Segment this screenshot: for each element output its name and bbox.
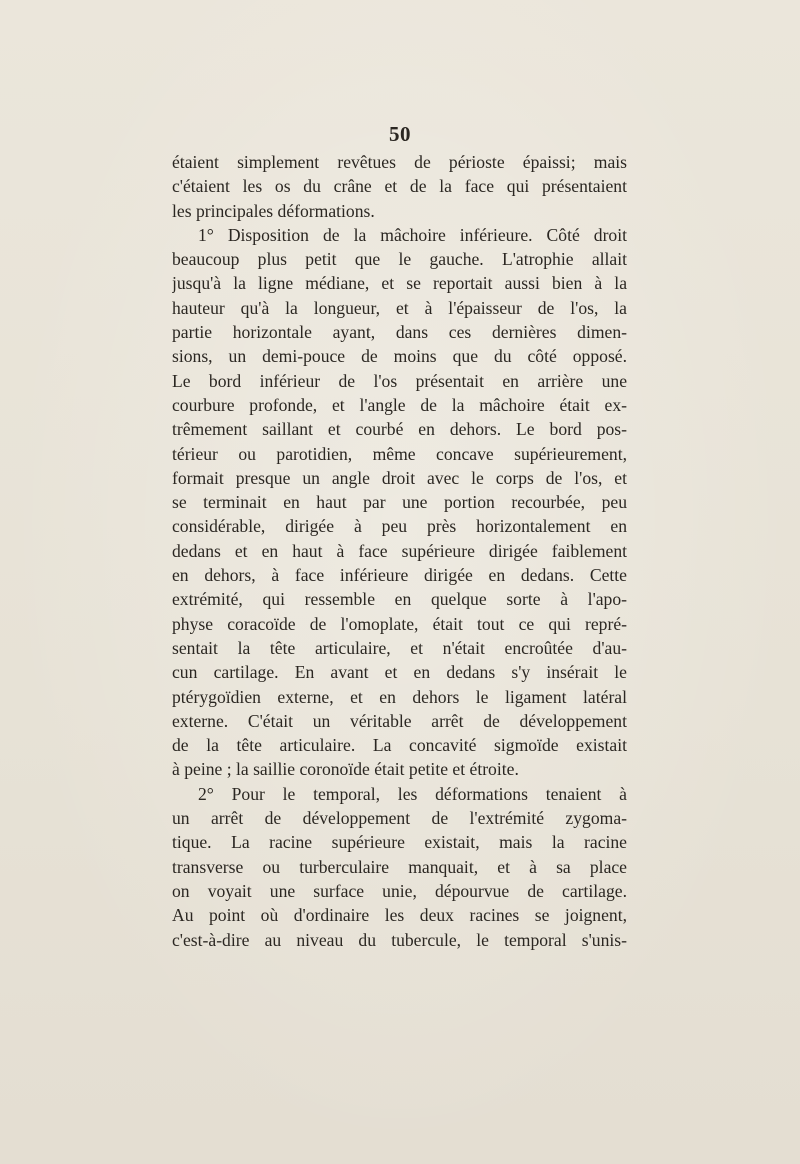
text-line: hauteur qu'à la longueur, et à l'épaisseur de l'os, la xyxy=(172,297,627,318)
text-line: c'étaient les os du crâne et de la face qui présentaient xyxy=(172,176,627,197)
page-number: 50 xyxy=(389,122,411,146)
text-line: à peine ; la saillie coronoïde était petite et étroite. xyxy=(172,759,519,780)
text-line: Le bord inférieur de l'os présentait en arrière une xyxy=(172,370,627,391)
text-line: jusqu'à la ligne médiane, et se reportait aussi bien à la xyxy=(172,273,627,294)
text-line: c'est-à-dire au niveau du tubercule, le temporal s'unis- xyxy=(172,929,627,950)
text-line: physe coracoïde de l'omoplate, était tout ce qui repré- xyxy=(172,613,627,634)
text-line: térieur ou parotidien, même concave supérieurement, xyxy=(172,443,627,464)
text-line: trêmement saillant et courbé en dehors. Le bord pos- xyxy=(172,419,627,440)
text-line: on voyait une surface unie, dépourvue de cartilage. xyxy=(172,880,627,901)
text-line: cun cartilage. En avant et en dedans s'y insérait le xyxy=(172,662,627,683)
text-line: sions, un demi-pouce de moins que du côté opposé. xyxy=(172,346,627,367)
text-line: se terminait en haut par une portion recourbée, peu xyxy=(172,492,627,513)
text-line: considérable, dirigée à peu près horizontalement en xyxy=(172,516,627,537)
text-line: extrémité, qui ressemble en quelque sorte à l'apo- xyxy=(172,589,627,610)
text-line: ptérygoïdien externe, et en dehors le ligament latéral xyxy=(172,686,627,707)
text-line: externe. C'était un véritable arrêt de développement xyxy=(172,710,627,731)
text-line: un arrêt de développement de l'extrémité zygoma- xyxy=(172,808,627,829)
text-line: les principales déformations. xyxy=(172,200,375,221)
text-line: Au point où d'ordinaire les deux racines se joignent, xyxy=(172,905,627,926)
text-line: transverse ou turberculaire manquait, et à sa place xyxy=(172,856,627,877)
text-line: sentait la tête articulaire, et n'était encroûtée d'au- xyxy=(172,637,627,658)
text-line: dedans et en haut à face supérieure dirigée faiblement xyxy=(172,540,627,561)
text-line: tique. La racine supérieure existait, mais la racine xyxy=(172,832,627,853)
text-line: formait presque un angle droit avec le corps de l'os, et xyxy=(172,467,627,488)
paragraph-heading-line: 1° Disposition de la mâchoire inférieure. Côté droit xyxy=(198,224,627,245)
text-line: étaient simplement revêtues de périoste épaissi; mais xyxy=(172,152,627,172)
text-line: beaucoup plus petit que le gauche. L'atrophie allait xyxy=(172,249,627,270)
text-line: partie horizontale ayant, dans ces dernières dimen- xyxy=(172,322,627,343)
paragraph-heading-line: 2° Pour le temporal, les déformations tenaient à xyxy=(198,783,627,804)
body-text xyxy=(172,150,627,952)
text-line: en dehors, à face inférieure dirigée en dedans. Cette xyxy=(172,565,627,586)
text-line: courbure profonde, et l'angle de la mâchoire était ex- xyxy=(172,394,627,415)
text-line: de la tête articulaire. La concavité sigmoïde existait xyxy=(172,735,627,756)
